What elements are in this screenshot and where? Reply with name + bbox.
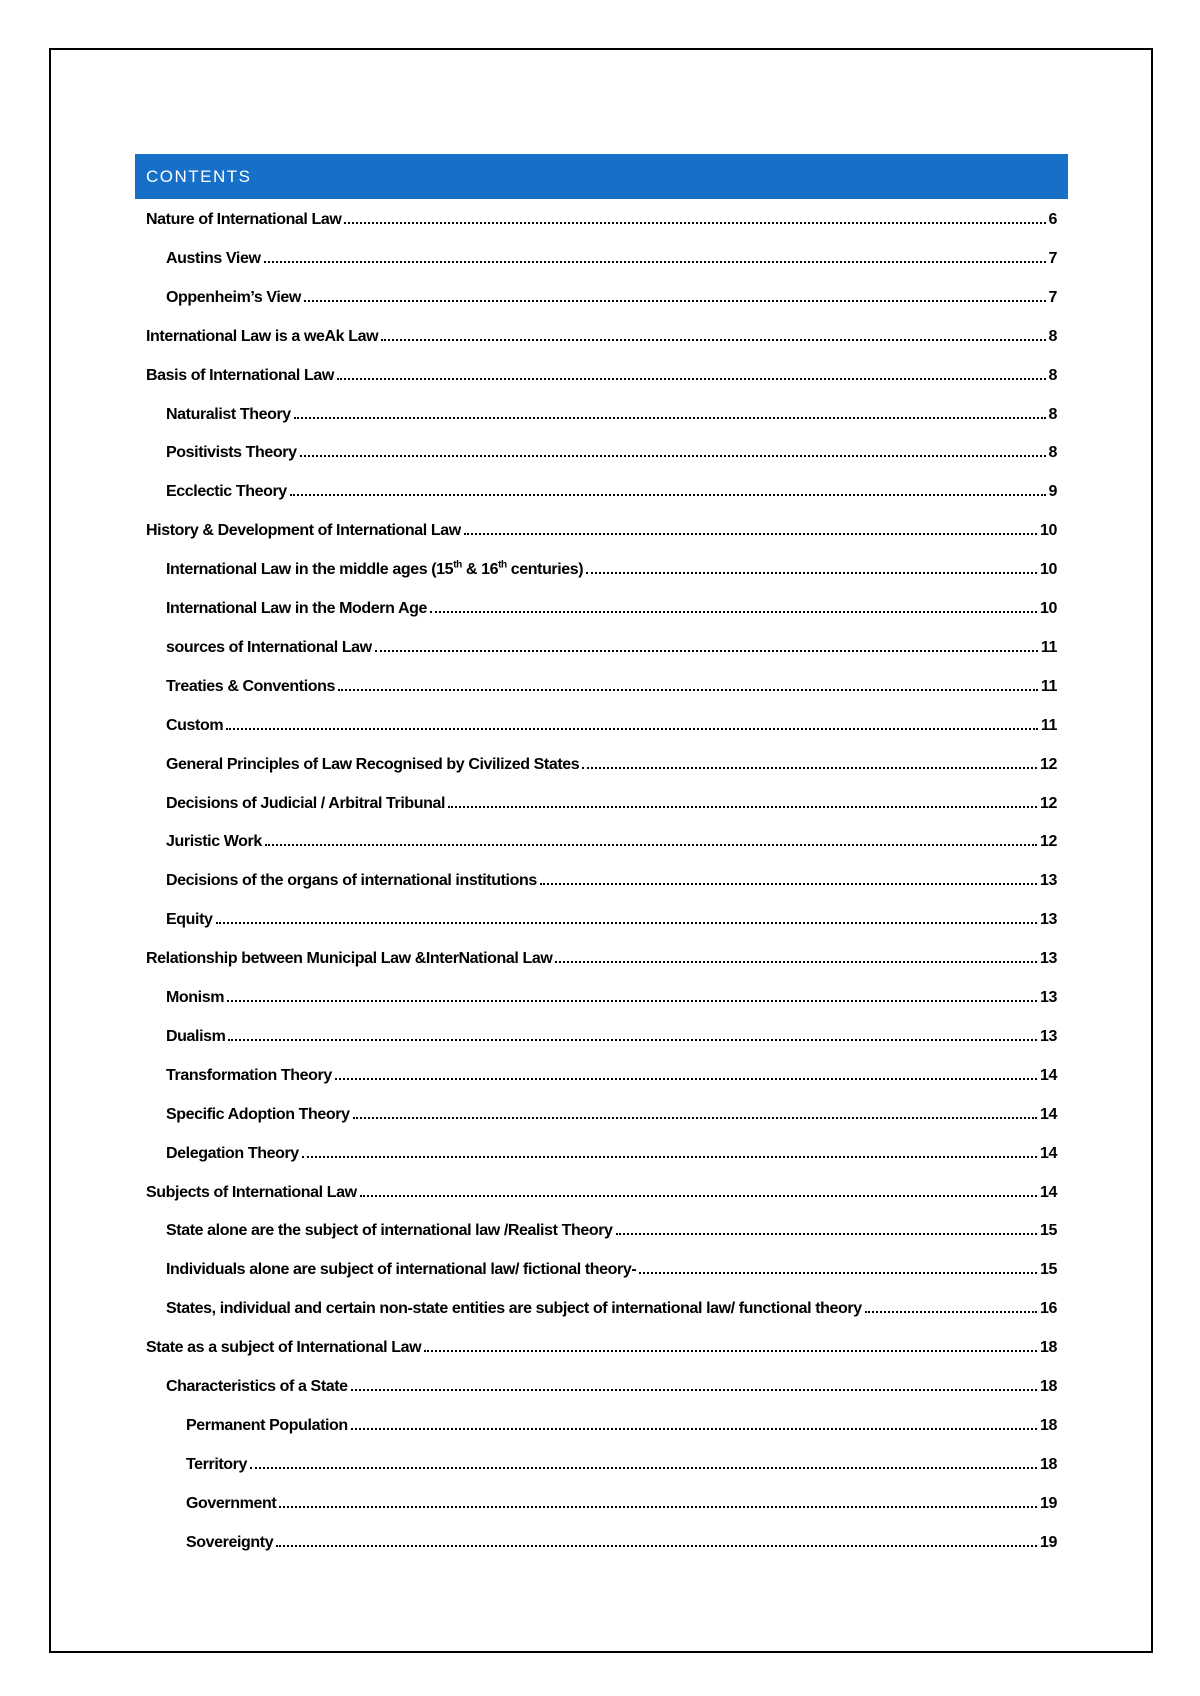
dot-leader (226, 728, 1038, 730)
dot-leader (276, 1545, 1037, 1547)
dot-leader (616, 1233, 1037, 1235)
toc-entry[interactable] (166, 1292, 1057, 1318)
dot-leader (582, 767, 1037, 769)
toc-entry-page-number: 8 (1048, 444, 1057, 462)
toc-entry-title: Specific Adoption Theory (166, 1105, 350, 1123)
toc-entry-title: Decisions of Judicial / Arbitral Tribunal (166, 794, 446, 812)
toc-entry-page-number: 14 (1040, 1144, 1057, 1162)
toc-entry[interactable] (166, 398, 1057, 424)
toc-entry[interactable] (166, 825, 1057, 851)
toc-entry[interactable] (166, 864, 1057, 890)
dot-leader (265, 844, 1037, 846)
toc-entry-page-number: 6 (1048, 211, 1057, 228)
toc-entry-title: Custom (166, 716, 224, 734)
dot-leader (353, 1117, 1037, 1119)
toc-entry-page-number: 9 (1048, 483, 1057, 501)
dot-leader (639, 1272, 1037, 1274)
toc-entry[interactable] (166, 1253, 1057, 1279)
toc-entry-page-number: 14 (1040, 1066, 1057, 1084)
toc-entry-title: Permanent Population (186, 1416, 348, 1434)
toc-entry[interactable] (166, 1059, 1057, 1085)
toc-entry-title: Transformation Theory (166, 1066, 332, 1084)
toc-entry-page-number: 18 (1040, 1416, 1057, 1434)
toc-entry[interactable] (166, 436, 1057, 462)
toc-entry[interactable] (166, 1137, 1057, 1163)
dot-leader (344, 222, 1045, 224)
toc-entry-page-number: 18 (1040, 1455, 1057, 1473)
dot-leader (264, 261, 1046, 263)
dot-leader (430, 611, 1037, 613)
toc-entry[interactable] (186, 1448, 1057, 1474)
toc-entry-page-number: 14 (1040, 1183, 1057, 1201)
toc-entry-page-number: 12 (1040, 833, 1057, 851)
toc-entry-page-number: 18 (1040, 1339, 1057, 1357)
toc-entry-title: sources of International Law (166, 638, 372, 656)
toc-entry[interactable] (166, 1370, 1057, 1396)
toc-entry[interactable] (166, 981, 1057, 1007)
toc-entry-page-number: 8 (1048, 405, 1057, 423)
dot-leader (302, 1156, 1037, 1158)
dot-leader (586, 572, 1037, 574)
toc-entry[interactable] (186, 1409, 1057, 1435)
toc-entry[interactable] (186, 1526, 1057, 1552)
toc-entry-title: Positivists Theory (166, 444, 297, 462)
toc-entry[interactable] (166, 631, 1057, 657)
toc-entry-page-number: 13 (1040, 911, 1057, 929)
toc-entry[interactable] (146, 1176, 1057, 1202)
dot-leader (351, 1428, 1037, 1430)
toc-entry-title: State alone are the subject of international law /Realist Theory (166, 1222, 613, 1240)
toc-entry[interactable] (166, 787, 1057, 813)
toc-entry-page-number: 15 (1040, 1261, 1057, 1279)
toc-entry-page-number: 13 (1040, 872, 1057, 890)
dot-leader (865, 1311, 1037, 1313)
toc-entry[interactable] (146, 359, 1057, 385)
dot-leader (300, 455, 1046, 457)
dot-leader (335, 1078, 1037, 1080)
toc-entry-title: Individuals alone are subject of international law/ fictional theory- (166, 1261, 637, 1279)
dot-leader (540, 883, 1037, 885)
toc-entry-title: Nature of International Law (146, 211, 342, 228)
toc-entry[interactable] (166, 748, 1057, 774)
toc-entry[interactable] (166, 1214, 1057, 1240)
toc-entry-title: Delegation Theory (166, 1144, 299, 1162)
dot-leader (555, 961, 1037, 963)
toc-entry-title: International Law is a weAk Law (146, 327, 379, 345)
dot-leader (338, 689, 1038, 691)
toc-entry-title: Oppenheim’s View (166, 288, 301, 306)
table-of-contents (135, 154, 1068, 1551)
toc-entry-title: Austins View (166, 249, 261, 267)
toc-entry-title: General Principles of Law Recognised by Civilized States (166, 755, 580, 773)
toc-entry-title: Ecclectic Theory (166, 483, 287, 501)
toc-entry-title: Equity (166, 911, 213, 929)
dot-leader (360, 1195, 1037, 1197)
toc-entry-title: Monism (166, 989, 225, 1006)
dot-leader (424, 1350, 1037, 1352)
toc-entry-title: States, individual and certain non-state entities are subject of international law/ functional theory (166, 1300, 862, 1318)
dot-leader (279, 1506, 1037, 1508)
toc-entry[interactable] (146, 1331, 1057, 1357)
toc-entry-page-number: 12 (1040, 755, 1057, 773)
dot-leader (250, 1467, 1037, 1469)
toc-entry-page-number: 12 (1040, 794, 1057, 812)
dot-leader (294, 417, 1046, 419)
dot-leader (337, 378, 1046, 380)
toc-entry-title: International Law in the middle ages (15th & 16th centuries) (166, 559, 584, 579)
dot-leader (381, 339, 1045, 341)
dot-leader (228, 1039, 1037, 1041)
toc-entry[interactable] (166, 592, 1057, 618)
toc-entry[interactable] (166, 475, 1057, 501)
toc-entry-title: Subjects of International Law (146, 1183, 357, 1201)
toc-entry-title: Decisions of the organs of international institutions (166, 872, 537, 890)
toc-entry[interactable] (166, 1020, 1057, 1046)
toc-entry-title: Relationship between Municipal Law &InterNational Law (146, 950, 553, 968)
dot-leader (351, 1389, 1037, 1391)
toc-entry-title: Juristic Work (166, 833, 262, 851)
dot-leader (464, 533, 1037, 535)
toc-entry-title: Government (186, 1494, 277, 1512)
toc-entry-title: Basis of International Law (146, 366, 334, 384)
toc-entry-title: Sovereignty (186, 1533, 274, 1551)
dot-leader (227, 1000, 1037, 1002)
toc-entry-title: State as a subject of International Law (146, 1339, 422, 1357)
toc-entry-page-number: 19 (1040, 1533, 1057, 1551)
toc-entry-page-number: 14 (1040, 1105, 1057, 1123)
toc-entry[interactable] (166, 903, 1057, 929)
toc-entry[interactable] (166, 242, 1057, 268)
dot-leader (304, 300, 1046, 302)
toc-entry-page-number: 11 (1040, 716, 1057, 734)
toc-entry-page-number: 8 (1048, 366, 1057, 384)
toc-entry-page-number: 10 (1040, 600, 1057, 617)
toc-entry-title: History & Development of International Law (146, 522, 461, 540)
toc-entry-page-number: 13 (1040, 1027, 1057, 1045)
dot-leader (375, 650, 1038, 652)
toc-entry[interactable] (146, 514, 1057, 540)
toc-entry-title: Treaties & Conventions (166, 677, 336, 695)
toc-entry-title: Dualism (166, 1027, 226, 1045)
toc-entry-page-number: 13 (1040, 950, 1057, 968)
toc-entry[interactable] (166, 553, 1057, 579)
toc-entry-title: International Law in the Modern Age (166, 600, 427, 617)
toc-entry[interactable] (146, 320, 1057, 346)
toc-entry-title: Characteristics of a State (166, 1378, 348, 1395)
contents-header (135, 154, 1068, 199)
toc-entry-page-number: 8 (1048, 327, 1057, 345)
dot-leader (216, 922, 1038, 924)
toc-entry[interactable] (166, 670, 1057, 696)
toc-entry-page-number: 13 (1040, 989, 1057, 1006)
toc-entry-page-number: 11 (1040, 638, 1057, 656)
toc-entry-title: Territory (186, 1455, 248, 1473)
toc-entry[interactable] (166, 709, 1057, 735)
toc-entry-page-number: 15 (1040, 1222, 1057, 1240)
toc-entry[interactable] (166, 281, 1057, 307)
toc-entry-page-number: 16 (1040, 1300, 1057, 1318)
toc-entry-page-number: 7 (1048, 288, 1057, 306)
toc-entry-title: Naturalist Theory (166, 405, 291, 423)
toc-entry-page-number: 11 (1040, 677, 1057, 695)
toc-entry-page-number: 10 (1040, 522, 1057, 540)
toc-entry-page-number: 19 (1040, 1494, 1057, 1512)
toc-entry-page-number: 18 (1040, 1378, 1057, 1395)
dot-leader (290, 494, 1046, 496)
contents-heading: CONTENTS (146, 166, 252, 186)
toc-entry-page-number: 7 (1048, 249, 1057, 267)
toc-entry[interactable] (146, 203, 1057, 229)
dot-leader (448, 806, 1037, 808)
toc-entry-page-number: 10 (1040, 561, 1057, 579)
toc-entry[interactable] (146, 942, 1057, 968)
toc-entry[interactable] (166, 1098, 1057, 1124)
toc-entry[interactable] (186, 1487, 1057, 1513)
